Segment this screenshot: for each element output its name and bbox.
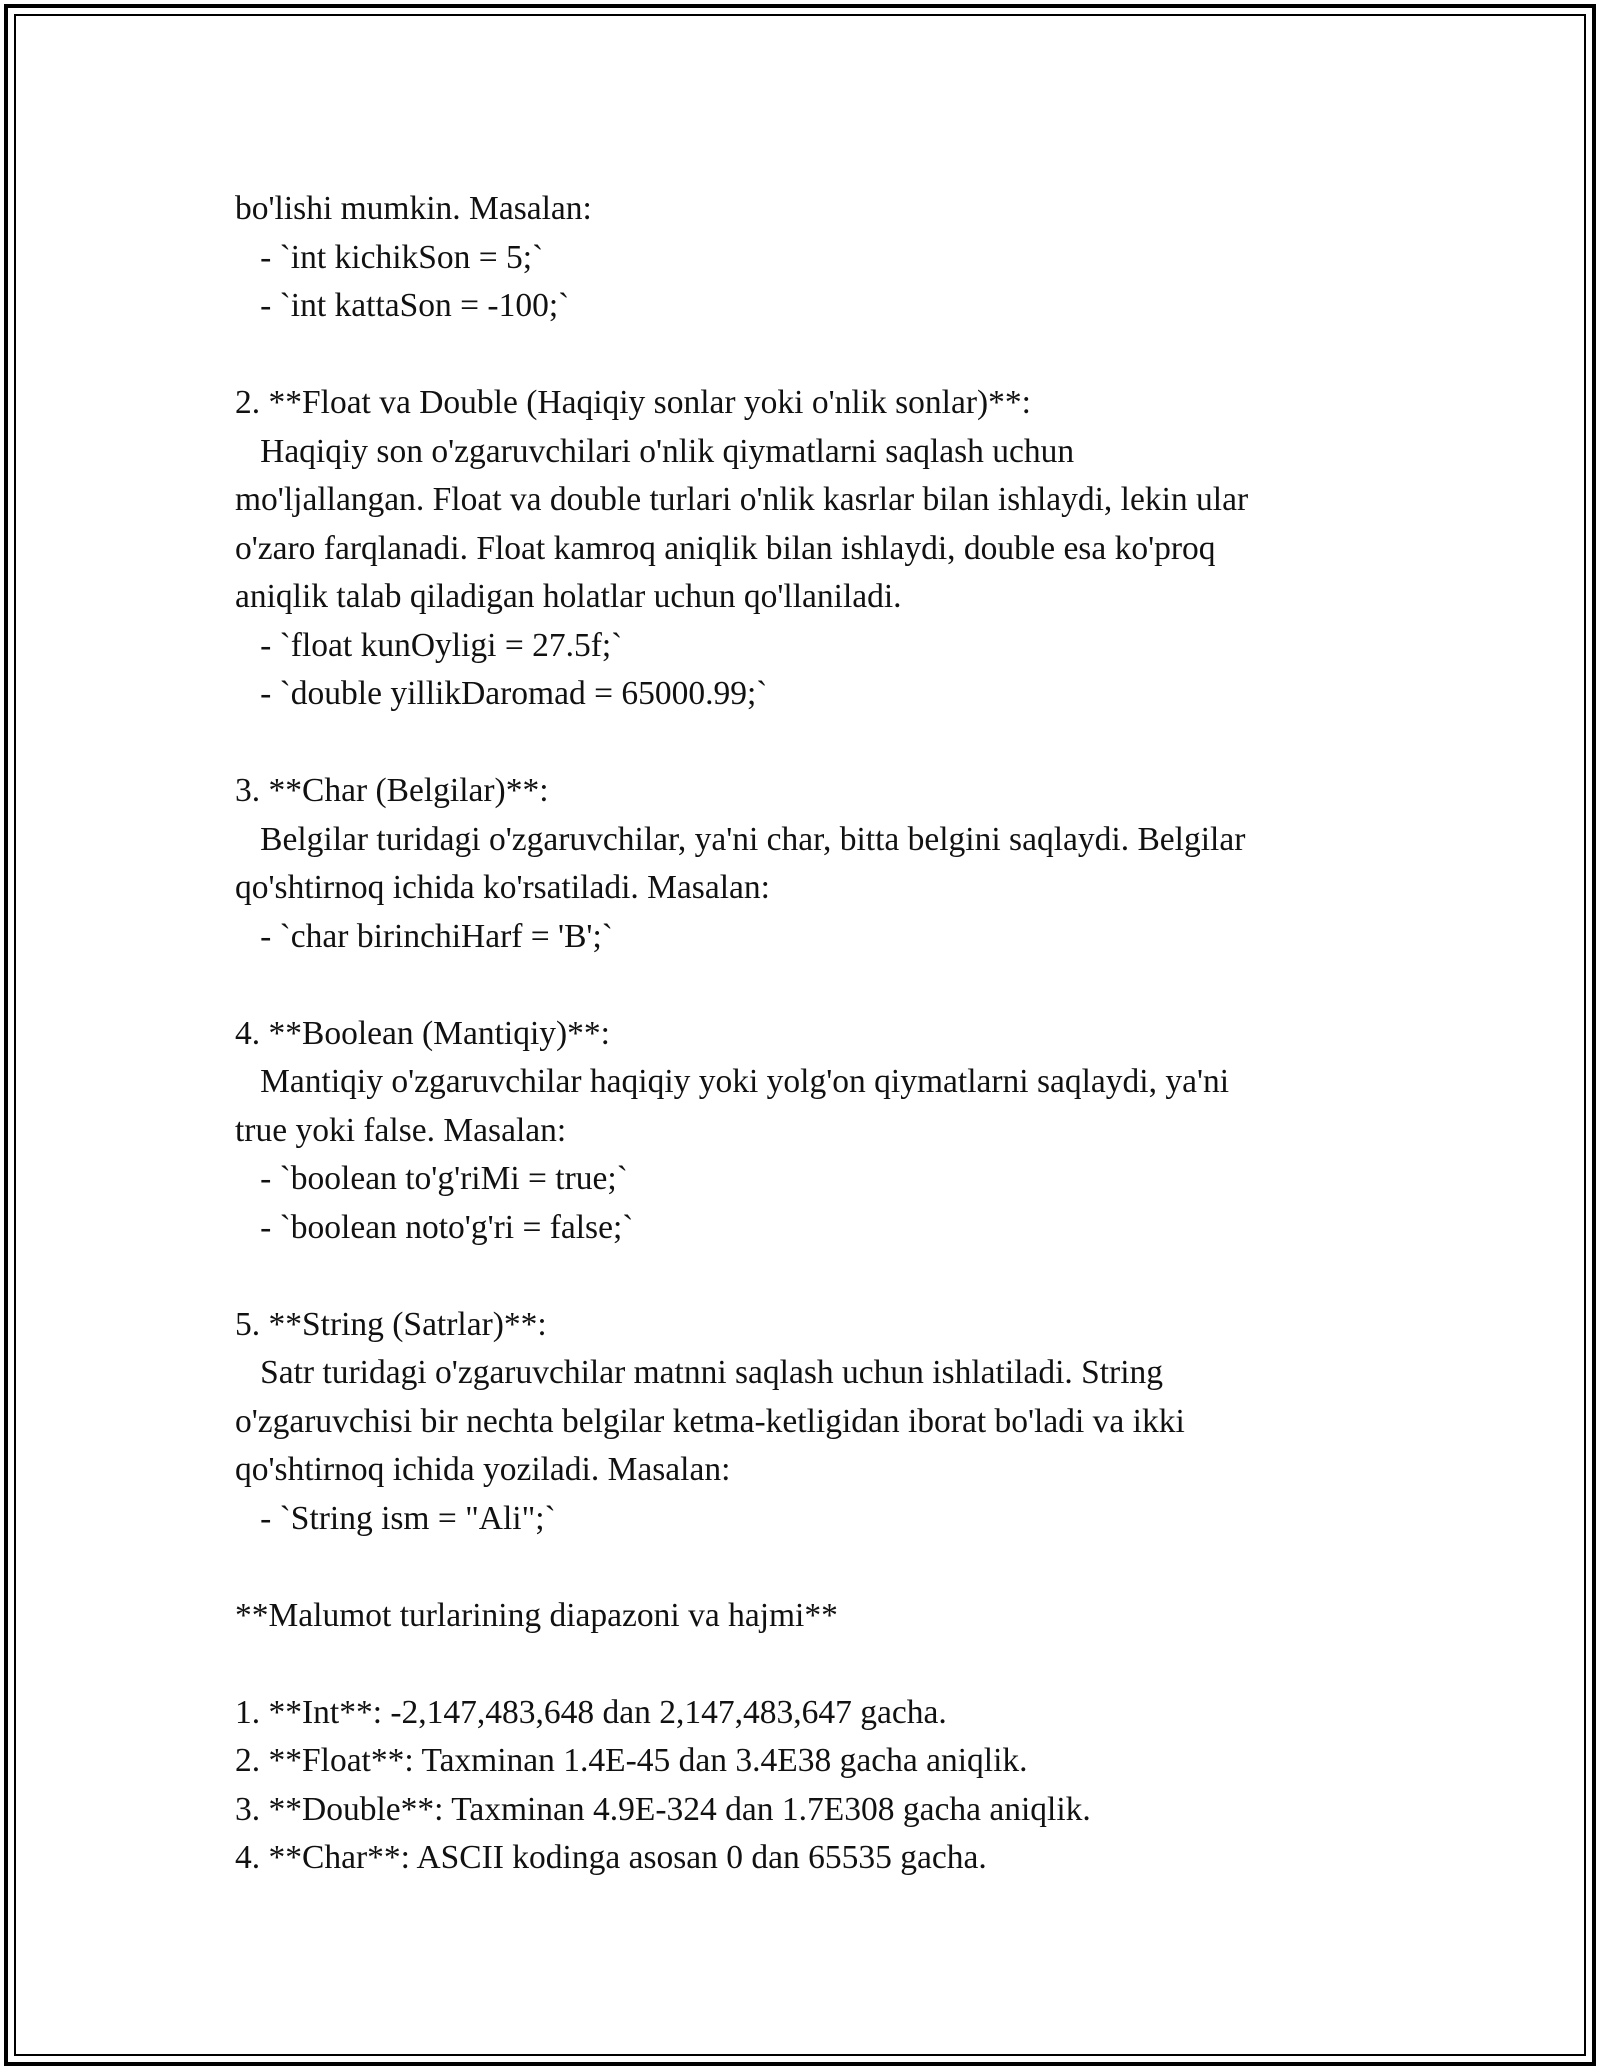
text-line: o'zaro farqlanadi. Float kamroq aniqlik bilan ishlaydi, double esa ko'proq — [235, 529, 1216, 567]
code-example-line: - `boolean to'g'riMi = true;` — [235, 1160, 628, 1197]
range-list-item: 4. **Char**: ASCII kodinga asosan 0 dan 65535 gacha. — [235, 1839, 987, 1876]
code-example-line: - `int kattaSon = -100;` — [235, 287, 570, 324]
text-line: qo'shtirnoq ichida ko'rsatiladi. Masalan: — [235, 869, 770, 906]
range-list-item: 2. **Float**: Taxminan 1.4E-45 dan 3.4E38 gacha aniqlik. — [235, 1742, 1028, 1779]
range-list-item: 3. **Double**: Taxminan 4.9E-324 dan 1.7E308 gacha aniqlik. — [235, 1790, 1091, 1828]
code-example-line: - `boolean noto'g'ri = false;` — [235, 1208, 634, 1246]
text-line: mo'ljallangan. Float va double turlari o'nlik kasrlar bilan ishlaydi, lekin ular — [235, 481, 1249, 518]
text-line: true yoki false. Masalan: — [235, 1111, 567, 1149]
text-line: Haqiqiy son o'zgaruvchilari o'nlik qiymatlarni saqlash uchun — [235, 432, 1075, 470]
range-list-item: 1. **Int**: -2,147,483,648 dan 2,147,483,647 gacha. — [235, 1693, 947, 1731]
code-example-line: - `char birinchiHarf = 'B';` — [235, 917, 613, 955]
section-heading-boolean: 4. **Boolean (Mantiqiy)**: — [235, 1014, 610, 1052]
section-heading-char: 3. **Char (Belgilar)**: — [235, 772, 549, 809]
text-line: Mantiqiy o'zgaruvchilar haqiqiy yoki yolg'on qiymatlarni saqlaydi, ya'ni — [235, 1063, 1230, 1100]
blank-line — [235, 961, 1415, 1010]
text-line: aniqlik talab qiladigan holatlar uchun qo'llaniladi. — [235, 578, 902, 615]
text-line: qo'shtirnoq ichida yoziladi. Masalan: — [235, 1451, 731, 1488]
code-example-line: - `float kunOyligi = 27.5f;` — [235, 626, 623, 664]
blank-line — [235, 1543, 1415, 1592]
blank-line — [235, 1252, 1415, 1301]
blank-line — [235, 331, 1415, 380]
code-example-line: - `int kichikSon = 5;` — [235, 238, 544, 276]
code-example-line: - `String ism = "Ali";` — [235, 1499, 556, 1537]
blank-line — [235, 1640, 1415, 1689]
section-heading-ranges: **Malumot turlarining diapazoni va hajmi** — [235, 1596, 838, 1634]
section-heading-float-double: 2. **Float va Double (Haqiqiy sonlar yoki o'nlik sonlar)**: — [235, 384, 1031, 421]
code-example-line: - `double yillikDaromad = 65000.99;` — [235, 675, 768, 712]
text-line: o'zgaruvchisi bir nechta belgilar ketma-ketligidan iborat bo'ladi va ikki — [235, 1402, 1185, 1440]
text-line: Satr turidagi o'zgaruvchilar matnni saqlash uchun ishlatiladi. String — [235, 1354, 1164, 1391]
text-line: bo'lishi mumkin. Masalan: — [235, 190, 592, 227]
section-heading-string: 5. **String (Satrlar)**: — [235, 1305, 547, 1343]
blank-line — [235, 719, 1415, 768]
document-body — [235, 185, 1415, 1883]
text-line: Belgilar turidagi o'zgaruvchilar, ya'ni char, bitta belgini saqlaydi. Belgilar — [235, 820, 1246, 858]
